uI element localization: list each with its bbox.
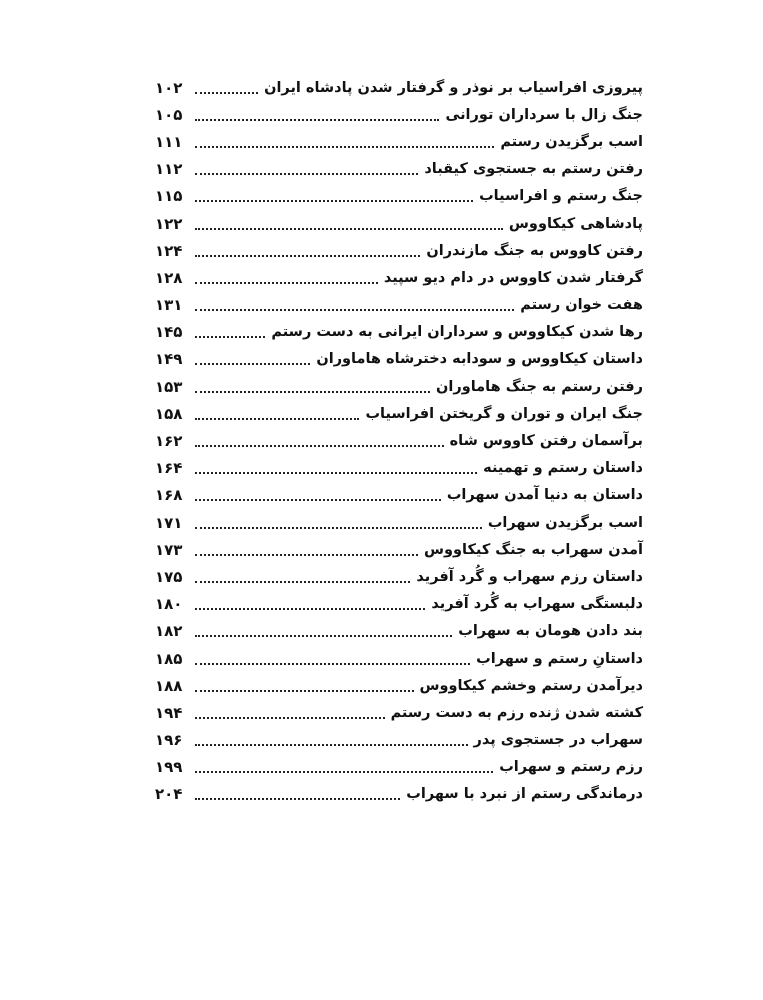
toc-page-number: ۱۴۵ (155, 323, 183, 342)
toc-entry (155, 128, 643, 155)
dot-leader (195, 649, 470, 665)
toc-entry-title: پیروزی افراسیاب بر نوذر و گرفتار شدن پادشاه ایران (264, 79, 643, 96)
dot-leader (195, 730, 468, 746)
toc-entry (155, 74, 643, 101)
toc-page-number: ۲۰۴ (155, 785, 183, 804)
toc-entry (155, 319, 643, 346)
dot-leader (195, 540, 418, 556)
toc-entry (155, 618, 643, 645)
toc-entry (155, 645, 643, 672)
toc-entry (155, 727, 643, 754)
toc-entry-title: رفتن رستم به جنگ هاماوران (436, 378, 643, 395)
toc-entry-title: برآسمان رفتن کاووس شاه (449, 433, 643, 450)
toc-entry-title: هفت خوان رستم (520, 297, 643, 314)
toc-entry-title: پادشاهی کیکاووس (508, 215, 643, 232)
toc-entry-title: داستان رزم سهراب و گُرد آفرید (416, 568, 643, 585)
toc-page-number: ۱۸۰ (155, 595, 183, 614)
toc-entry (155, 699, 643, 726)
dot-leader (195, 78, 258, 94)
dot-leader (195, 214, 503, 230)
toc-entry-title: رها شدن کیکاووس و سرداران ایرانی به دست رستم (271, 324, 643, 341)
toc-entry (155, 400, 643, 427)
dot-leader (195, 377, 430, 393)
dot-leader (195, 349, 310, 365)
toc-entry (155, 455, 643, 482)
toc-entry (155, 264, 643, 291)
table-of-contents (155, 74, 643, 808)
toc-entry-title: درماندگی رستم از نبرد با سهراب (406, 786, 643, 803)
toc-entry-title: رزم رستم و سهراب (499, 759, 643, 776)
toc-page-number: ۱۹۶ (155, 731, 183, 750)
toc-entry-title: دیرآمدن رستم وخشم کیکاووس (419, 677, 643, 694)
toc-entry-title: اسب برگزیدن سهراب (487, 514, 643, 531)
toc-entry-title: رفتن کاووس به جنگ مازندران (426, 242, 643, 259)
toc-page-number: ۱۷۵ (155, 567, 183, 586)
dot-leader (195, 485, 441, 501)
toc-entry-title: سهراب در جستجوی پدر (473, 732, 643, 749)
toc-page-number: ۱۸۵ (155, 649, 183, 668)
dot-leader (195, 676, 414, 692)
toc-entry (155, 292, 643, 319)
toc-entry (155, 536, 643, 563)
toc-entry-title: داستان رستم و تهمینه (483, 460, 643, 477)
toc-entry-title: جنگ رستم و افراسیاب (479, 188, 643, 205)
toc-page-number: ۱۲۸ (155, 268, 183, 287)
toc-entry (155, 427, 643, 454)
toc-entry-title: گرفتار شدن کاووس در دام دیو سپید (383, 269, 643, 286)
dot-leader (195, 513, 482, 529)
dot-leader (195, 458, 477, 474)
toc-page-number: ۱۱۱ (155, 132, 183, 151)
dot-leader (195, 186, 473, 202)
toc-entry (155, 373, 643, 400)
toc-page-number: ۱۸۲ (155, 622, 183, 641)
toc-entry (155, 101, 643, 128)
dot-leader (195, 241, 420, 257)
toc-entry (155, 210, 643, 237)
dot-leader (195, 404, 359, 420)
toc-page-number: ۱۴۹ (155, 350, 183, 369)
dot-leader (195, 159, 418, 175)
toc-entry (155, 482, 643, 509)
dot-leader (195, 105, 439, 121)
toc-page-number: ۱۶۴ (155, 459, 183, 478)
toc-page-number: ۱۰۲ (155, 78, 183, 97)
toc-entry-title: داستان به دنیا آمدن سهراب (446, 487, 643, 504)
toc-page-number: ۱۹۹ (155, 758, 183, 777)
toc-page-number: ۱۰۵ (155, 105, 183, 124)
toc-entry (155, 183, 643, 210)
toc-entry-title: اسب برگزیدن رستم (500, 133, 643, 150)
toc-page-number: ۱۵۳ (155, 377, 183, 396)
toc-page-number: ۱۲۲ (155, 214, 183, 233)
dot-leader (195, 322, 265, 338)
toc-page-number: ۱۷۱ (155, 513, 183, 532)
toc-page-number: ۱۶۲ (155, 432, 183, 451)
dot-leader (195, 621, 452, 637)
toc-entry (155, 591, 643, 618)
toc-page-number: ۱۵۸ (155, 404, 183, 423)
toc-entry (155, 509, 643, 536)
dot-leader (195, 295, 514, 311)
toc-entry-title: بند دادن هومان به سهراب (458, 623, 643, 640)
dot-leader (195, 431, 444, 447)
toc-page-number: ۱۳۱ (155, 296, 183, 315)
toc-page-number: ۱۱۲ (155, 160, 183, 179)
toc-entry (155, 754, 643, 781)
dot-leader (195, 594, 425, 610)
toc-entry-title: کشته شدن ژنده رزم به دست رستم (390, 704, 643, 721)
dot-leader (195, 268, 378, 284)
toc-entry (155, 563, 643, 590)
toc-page-number: ۱۸۸ (155, 676, 183, 695)
toc-entry (155, 237, 643, 264)
toc-entry-title: جنگ زال با سرداران تورانی (445, 106, 643, 123)
toc-entry-title: داستان کیکاووس و سودابه دخترشاه هاماوران (316, 351, 643, 368)
toc-entry (155, 156, 643, 183)
toc-entry-title: جنگ ایران و توران و گریختن افراسیاب (365, 405, 643, 422)
dot-leader (195, 703, 385, 719)
toc-entry-title: آمدن سهراب به جنگ کیکاووس (423, 541, 643, 558)
toc-entry (155, 346, 643, 373)
toc-entry-title: داستانِ رستم و سهراب (476, 650, 643, 667)
toc-entry-title: رفتن رستم به جستجوی کیقباد (424, 161, 643, 178)
toc-page-number: ۱۲۴ (155, 241, 183, 260)
toc-entry (155, 781, 643, 808)
dot-leader (195, 567, 410, 583)
toc-page-number: ۱۱۵ (155, 187, 183, 206)
toc-page-number: ۱۹۴ (155, 703, 183, 722)
dot-leader (195, 757, 493, 773)
toc-entry-title: دلبستگی سهراب به گُرد آفرید (431, 596, 643, 613)
dot-leader (195, 132, 494, 148)
toc-page-number: ۱۶۸ (155, 486, 183, 505)
toc-entry (155, 672, 643, 699)
toc-page-number: ۱۷۳ (155, 540, 183, 559)
dot-leader (195, 784, 400, 800)
